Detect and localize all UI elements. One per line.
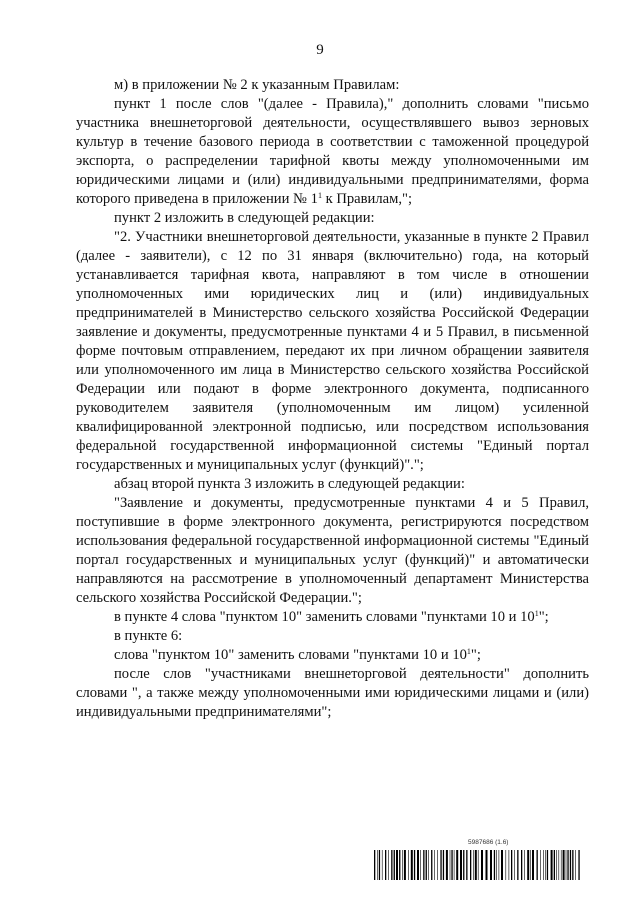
barcode-bar [563, 850, 565, 880]
barcode-bar [394, 850, 395, 880]
barcode-bar [440, 850, 441, 880]
barcode-bar [566, 850, 567, 880]
barcode-bar [572, 850, 573, 880]
barcode-bar [499, 850, 500, 880]
paragraph-text: пункт 2 изложить в следующей редакции: [114, 210, 375, 226]
barcode-bar [473, 850, 474, 880]
paragraph-text: "; [470, 647, 481, 663]
barcode-bar [443, 850, 444, 880]
barcode-bar [426, 850, 427, 880]
barcode-bar [408, 850, 409, 880]
paragraph [76, 228, 589, 475]
barcode-bar [570, 850, 571, 880]
barcode-bar [475, 850, 477, 880]
barcode-bar [547, 850, 548, 880]
barcode-bar [517, 850, 518, 880]
paragraph-text: слова "пунктом 10" заменить словами "пунктами 10 и 10 [114, 647, 467, 663]
paragraph-text: "Заявление и документы, предусмотренные пунктами 4 и 5 Правил, поступившие в форме электронного документа, регистрируются посредством использования федеральной государственной информационной системы "Единый портал государственных и муниципальных услуг (функций)" и автоматически направляются на рассмотрение в уполномоченный департамент Министерства сельского хозяйства Российской Федерации."; [76, 495, 589, 606]
barcode-bar [456, 850, 458, 880]
barcode-bar [578, 850, 579, 880]
superscript: 1 [317, 191, 322, 200]
paragraph [76, 494, 589, 608]
barcode-bar [524, 850, 525, 880]
barcode-bar [496, 850, 497, 880]
superscript: 1 [534, 609, 539, 618]
barcode-bar [537, 850, 538, 880]
barcode-image [374, 850, 582, 880]
paragraph-text: "2. Участники внешнеторговой деятельности, указанные в пункте 2 Правил (далее - заявители), с 12 по 31 января (включительно) года, на который устанавливается тарифная квота, направляют в том числе в отношении уполномоченных ими юридических лиц и (или) индивидуальных предпринимателей в Министерство сельского хозяйства Российской Федерации заявление и документы, предусмотренные пунктами 4 и 5 Правил, в письменной форме почтовым отправлением, передают их при личном обращении заявителя или уполномоченного им лица в Министерство сельского хозяйства Российской Федерации или подают в форме электронного документа, подписанного руководителем заявителя (уполномоченным им лицом) усиленной квалифицированной электронной подписью, или посредством использования федеральной государственной информационной системы "Единый портал государственных и муниципальных услуг (функций)"."; [76, 229, 589, 473]
barcode-bar [460, 850, 462, 880]
paragraph-text: абзац второй пункта 3 изложить в следующей редакции: [114, 476, 465, 492]
barcode-bar [377, 850, 378, 880]
paragraph [76, 475, 589, 494]
barcode-bar [454, 850, 455, 880]
barcode-bar [374, 850, 375, 880]
barcode-bar [404, 850, 406, 880]
superscript: 1 [466, 647, 471, 656]
barcode-bar [391, 850, 392, 880]
paragraph-text: в пункте 4 слова "пунктом 10" заменить словами "пунктами 10 и 10 [114, 609, 535, 625]
paragraph [76, 608, 589, 627]
barcode-bar [446, 850, 448, 880]
barcode-bar [481, 850, 483, 880]
barcode-bar [561, 850, 562, 880]
barcode-bar [478, 850, 479, 880]
paragraph [76, 76, 589, 95]
paragraph [76, 665, 589, 722]
barcode-bar [450, 850, 451, 880]
barcode-bar [399, 850, 400, 880]
barcode-bar [556, 850, 557, 880]
barcode-bar [545, 850, 546, 880]
paragraph-text: м) в приложении № 2 к указанным Правилам: [114, 77, 400, 93]
barcode-bar [466, 850, 467, 880]
paragraph-text: в пункте 6: [114, 628, 183, 644]
paragraph-text: "; [538, 609, 549, 625]
barcode-bar [486, 850, 488, 880]
barcode-bar [530, 850, 531, 880]
barcode-bar [437, 850, 438, 880]
barcode-bar [490, 850, 492, 880]
barcode-bar [551, 850, 553, 880]
barcode-bar [532, 850, 534, 880]
barcode-bar [509, 850, 510, 880]
barcode-bar [428, 850, 429, 880]
page-number: 9 [316, 42, 324, 58]
paragraph [76, 646, 589, 665]
document-body [76, 76, 589, 722]
paragraph [76, 627, 589, 646]
barcode-bar [554, 850, 555, 880]
barcode-bar [494, 850, 495, 880]
barcode-bar [396, 850, 398, 880]
barcode-bar [540, 850, 541, 880]
barcode-bar [402, 850, 403, 880]
barcode-bar [543, 850, 544, 880]
barcode-bar [414, 850, 415, 880]
barcode-bar [388, 850, 389, 880]
barcode-bar [463, 850, 464, 880]
barcode-bar [379, 850, 380, 880]
barcode-bar [411, 850, 413, 880]
barcode-bar [385, 850, 386, 880]
barcode-bar [575, 850, 576, 880]
paragraph-text: к Правилам,"; [321, 191, 412, 207]
paragraph-text: после слов "участниками внешнеторговой деятельности" дополнить словами ", а также между уполномоченными ими юридическими лицами и (или) индивидуальными предпринимателями"; [76, 666, 589, 720]
barcode-bar [514, 850, 515, 880]
barcode-bar [567, 850, 568, 880]
barcode-bar [423, 850, 424, 880]
paragraph-text: пункт 1 после слов "(далее - Правила)," дополнить словами "письмо участника внешнеторговой деятельности, осуществлявшего вывоз зерновых культур в течение базового периода в соответствии с таможенной процедурой экспорта, о распределении тарифной квоты между уполномоченными им юридическими лицами и (или) индивидуальными предпринимателями, форма которого приведена в приложении № 1 [76, 96, 589, 207]
document-code: 5987686 (1.6) [468, 839, 509, 846]
barcode-bar [559, 850, 560, 880]
barcode-bar [382, 850, 383, 880]
barcode-bar [451, 850, 452, 880]
barcode-bar [417, 850, 419, 880]
paragraph [76, 209, 589, 228]
barcode-bar [434, 850, 435, 880]
barcode-bar [521, 850, 522, 880]
barcode-bar [470, 850, 471, 880]
barcode-bar [431, 850, 432, 880]
barcode-bar [420, 850, 421, 880]
barcode-bar [511, 850, 512, 880]
paragraph [76, 95, 589, 209]
barcode-bar [506, 850, 507, 880]
barcode-bar [501, 850, 503, 880]
barcode-bar [527, 850, 529, 880]
